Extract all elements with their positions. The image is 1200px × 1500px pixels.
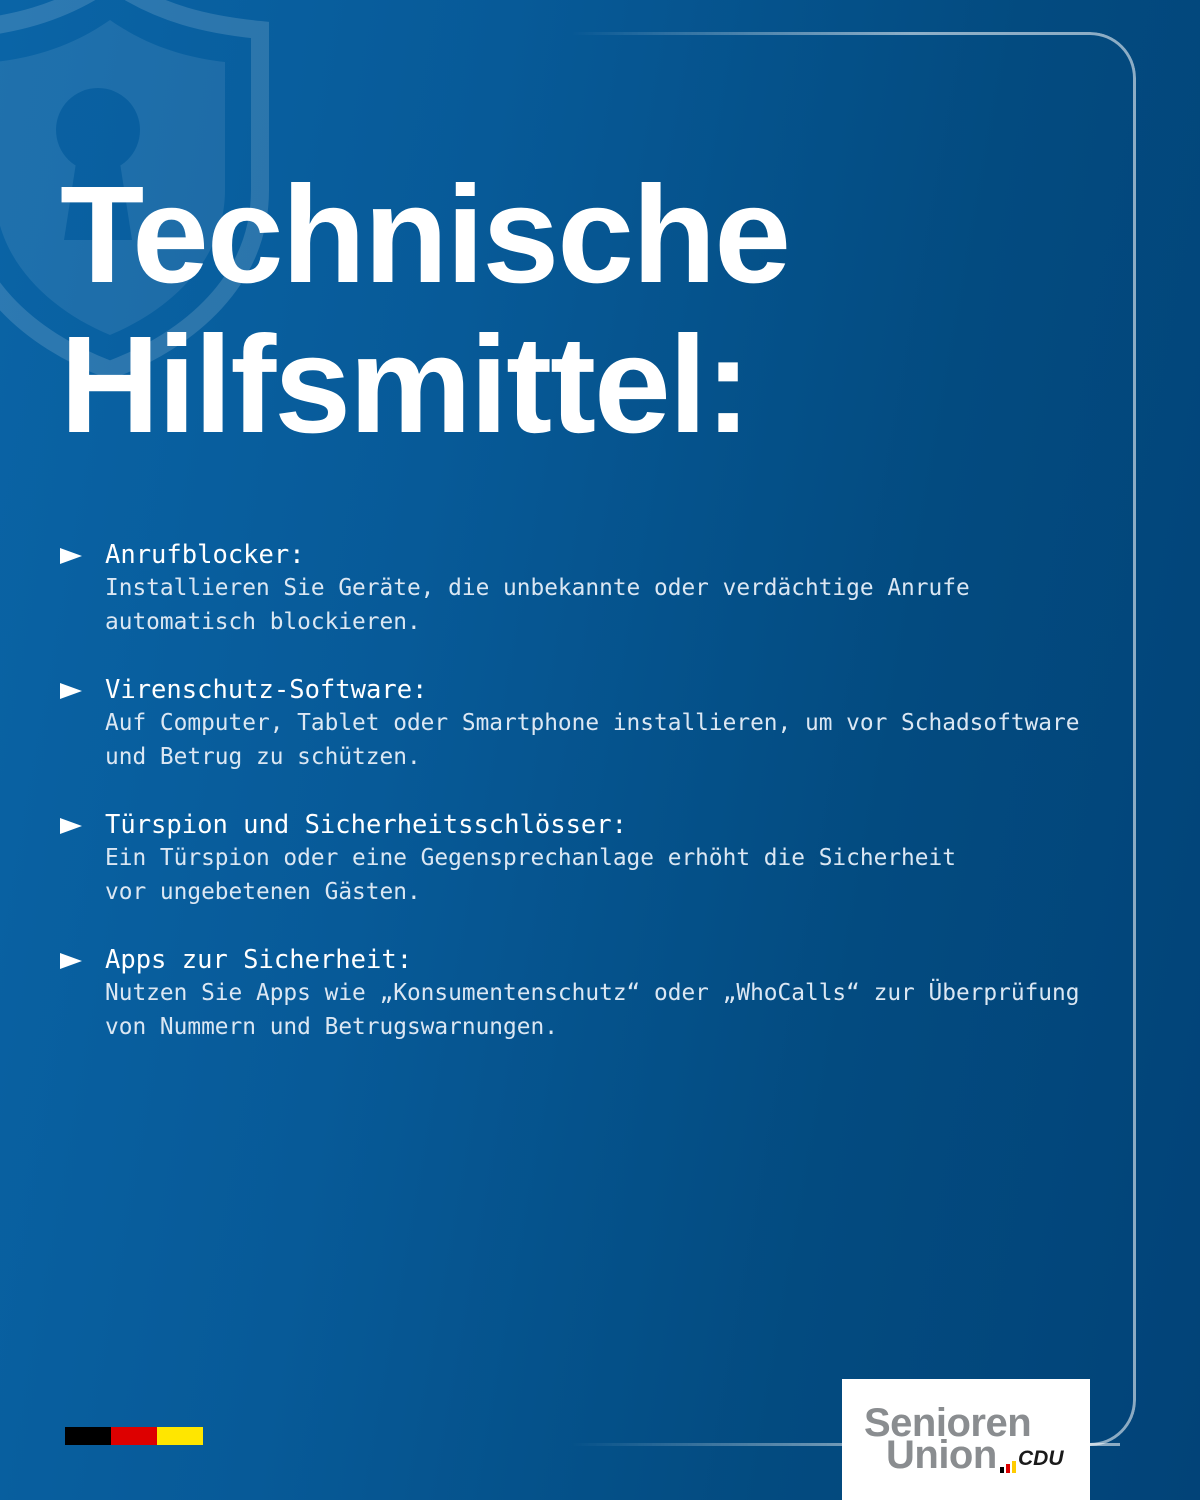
logo-line-1: Senioren [864, 1401, 1032, 1445]
page-title [60, 160, 789, 460]
logo-cdu: CDU [1018, 1447, 1064, 1470]
flag-red-bar [111, 1427, 157, 1445]
item-text: Ein Türspion oder eine Gegensprechanlage erhöht die Sicherheit vor ungebetenen Gästen. [105, 845, 956, 905]
flag-black-bar [65, 1427, 111, 1445]
title-line-1: Technische [60, 158, 790, 312]
list-item [60, 808, 1140, 909]
cdu-flag-bars-icon [1000, 1461, 1016, 1473]
item-text: Nutzen Sie Apps wie „Konsumentenschutz“ oder „WhoCalls“ zur Überprüfung von Nummern und Betrugswarnungen. [105, 980, 1080, 1040]
list-item [60, 673, 1140, 774]
arrow-right-icon [60, 818, 82, 834]
senioren-union-logo [842, 1379, 1090, 1500]
flag-gold-bar [157, 1427, 203, 1445]
list-item [60, 943, 1140, 1044]
tips-list [60, 538, 1140, 1078]
title-line-2: Hilfsmittel: [60, 308, 750, 462]
item-title: Virenschutz-Software: [105, 675, 428, 705]
arrow-right-icon [60, 548, 82, 564]
logo-line-2: Union [886, 1433, 997, 1477]
item-title: Anrufblocker: [105, 540, 305, 570]
item-text: Auf Computer, Tablet oder Smartphone installieren, um vor Schadsoftware und Betrug zu schützen. [105, 710, 1080, 770]
item-title: Türspion und Sicherheitsschlösser: [105, 810, 627, 840]
item-text: Installieren Sie Geräte, die unbekannte oder verdächtige Anrufe automatisch blockieren. [105, 575, 970, 635]
arrow-right-icon [60, 683, 82, 699]
german-flag-stripe [65, 1427, 203, 1445]
item-title: Apps zur Sicherheit: [105, 945, 413, 975]
list-item [60, 538, 1140, 639]
arrow-right-icon [60, 953, 82, 969]
